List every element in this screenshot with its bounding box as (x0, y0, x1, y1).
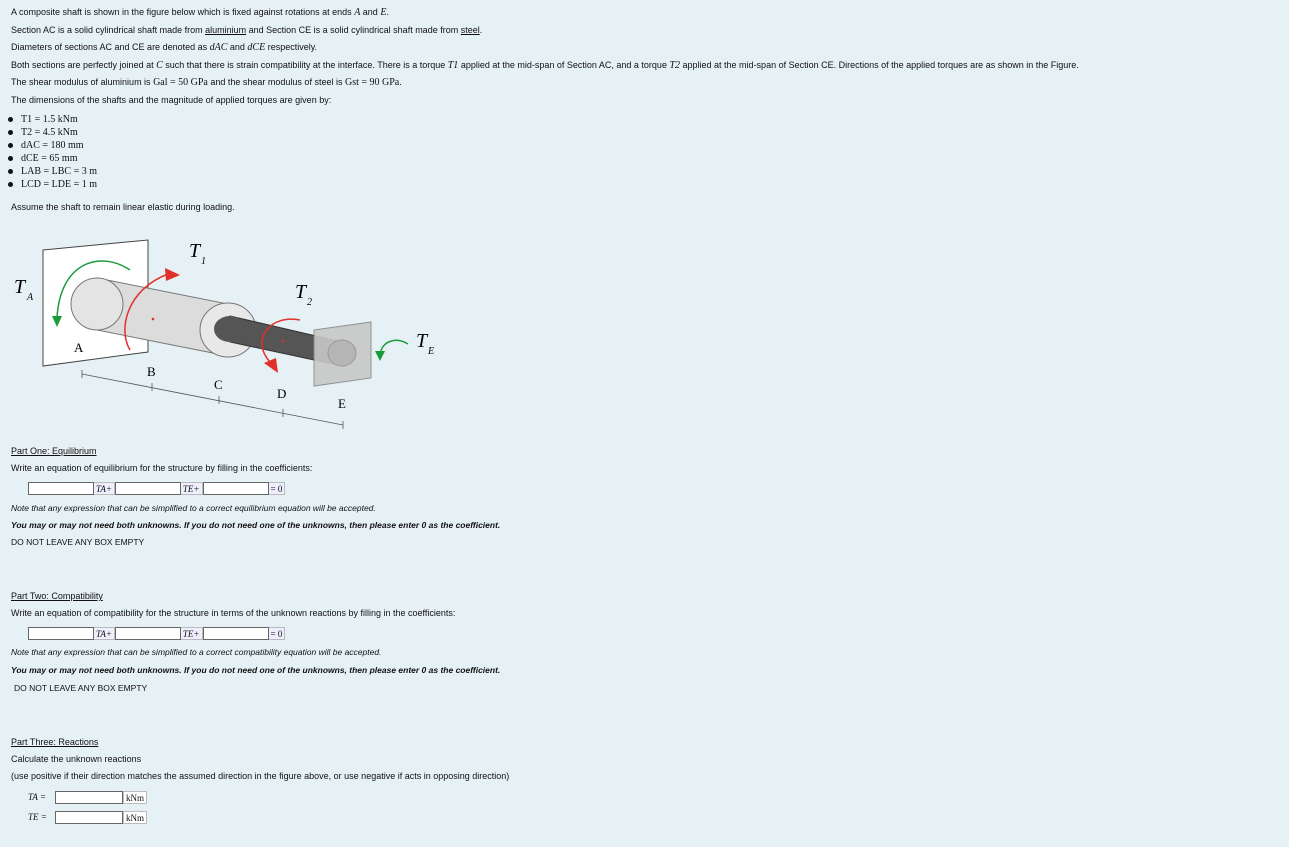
list-item: dAC = 180 mm (8, 139, 97, 152)
part-one-instructions: Write an equation of equilibrium for the structure by filling in the coefficients: (11, 463, 313, 473)
compatibility-constant[interactable] (203, 627, 269, 640)
t2-label: T (295, 281, 307, 303)
point-b-label: B (147, 364, 156, 379)
svg-text:1: 1 (201, 256, 206, 267)
point-d-label: D (277, 386, 287, 401)
aluminium-link[interactable]: aluminium (205, 25, 247, 35)
ta-label: T (14, 276, 26, 298)
reaction-te-row (28, 809, 147, 825)
compatibility-equation (28, 625, 285, 641)
equilibrium-equation (28, 480, 285, 496)
reaction-te-input[interactable] (55, 811, 123, 824)
point-a-label: A (74, 340, 84, 355)
equals-zero-label: = 0 (269, 627, 286, 640)
ta-term-label: TA+ (94, 482, 115, 495)
svg-text:2: 2 (307, 297, 312, 308)
reaction-ta-label: TA = (28, 792, 46, 802)
t1-label: T (189, 240, 201, 262)
part-two-warning: You may or may not need both unknowns. If you do not need one of the unknowns, then please enter 0 as the coefficient. (11, 665, 501, 675)
intro-line-6: The dimensions of the shafts and the magnitude of applied torques are given by: (11, 95, 332, 105)
compatibility-te-coefficient[interactable] (115, 627, 181, 640)
given-values-list (8, 113, 97, 191)
point-e-label: E (338, 396, 346, 411)
equilibrium-ta-coefficient[interactable] (28, 482, 94, 495)
intro-line-2: Section AC is a solid cylindrical shaft made from aluminium and Section CE is a solid cylindrical shaft made from steel. (11, 25, 483, 35)
te-term-label: TE+ (181, 482, 203, 495)
unit-label: kNm (123, 791, 147, 804)
compatibility-ta-coefficient[interactable] (28, 627, 94, 640)
reaction-ta-input[interactable] (55, 791, 123, 804)
intro-line-3: Diameters of sections AC and CE are denoted as dAC and dCE respectively. (11, 42, 318, 53)
part-two-instructions: Write an equation of compatibility for the structure in terms of the unknown reactions by filling in the coefficients: (11, 608, 456, 618)
equilibrium-constant[interactable] (203, 482, 269, 495)
reaction-ta-row (28, 789, 147, 805)
part-three-sign-note: (use positive if their direction matches the assumed direction in the figure above, or use negative if acts in opposing direction) (11, 771, 510, 781)
list-item: LAB = LBC = 3 m (8, 165, 97, 178)
assumption-text: Assume the shaft to remain linear elastic during loading. (11, 202, 235, 212)
svg-text:E: E (428, 346, 435, 357)
svg-text:A: A (27, 292, 34, 303)
unit-label: kNm (123, 811, 147, 824)
part-one-title: Part One: Equilibrium (11, 446, 97, 456)
list-item: LCD = LDE = 1 m (8, 178, 97, 191)
intro-line-5: The shear modulus of aluminium is Gal = 50 GPa and the shear modulus of steel is Gst = 90 GPa. (11, 77, 402, 88)
part-three-title: Part Three: Reactions (11, 737, 99, 747)
equilibrium-te-coefficient[interactable] (115, 482, 181, 495)
part-one-caps: DO NOT LEAVE ANY BOX EMPTY (11, 537, 145, 547)
reaction-te-label: TE = (28, 812, 47, 822)
part-two-caps: DO NOT LEAVE ANY BOX EMPTY (14, 683, 148, 693)
list-item: T2 = 4.5 kNm (8, 126, 97, 139)
list-item: T1 = 1.5 kNm (8, 113, 97, 126)
part-one-warning: You may or may not need both unknowns. If you do not need one of the unknowns, then please enter 0 as the coefficient. (11, 520, 501, 530)
part-three-instructions: Calculate the unknown reactions (11, 754, 142, 764)
point-c-label: C (214, 377, 223, 392)
steel-end-c (214, 316, 246, 342)
steel-link[interactable]: steel (460, 25, 480, 35)
intro-line-4: Both sections are perfectly joined at C such that there is strain compatibility at the interface. There is a torque T1 applied at the mid-span of Section AC, and a torque T2 applied at the mid-span of Section CE. Directions of the applied torques are as shown in the Figure. (11, 60, 1079, 71)
dimension-line (82, 374, 343, 425)
shaft-end-a (71, 278, 123, 330)
part-two-note: Note that any expression that can be simplified to a correct compatibility equation will be accepted. (11, 647, 382, 657)
equals-zero-label: = 0 (269, 482, 286, 495)
list-item: dCE = 65 mm (8, 152, 97, 165)
ta-term-label: TA+ (94, 627, 115, 640)
te-label: T (416, 330, 428, 352)
intro-line-1: A composite shaft is shown in the figure below which is fixed against rotations at ends A and E. (11, 7, 389, 18)
composite-shaft-figure (0, 230, 460, 435)
part-two-title: Part Two: Compatibility (11, 591, 103, 601)
part-one-note: Note that any expression that can be simplified to a correct equilibrium equation will be accepted. (11, 503, 376, 513)
te-term-label: TE+ (181, 627, 203, 640)
